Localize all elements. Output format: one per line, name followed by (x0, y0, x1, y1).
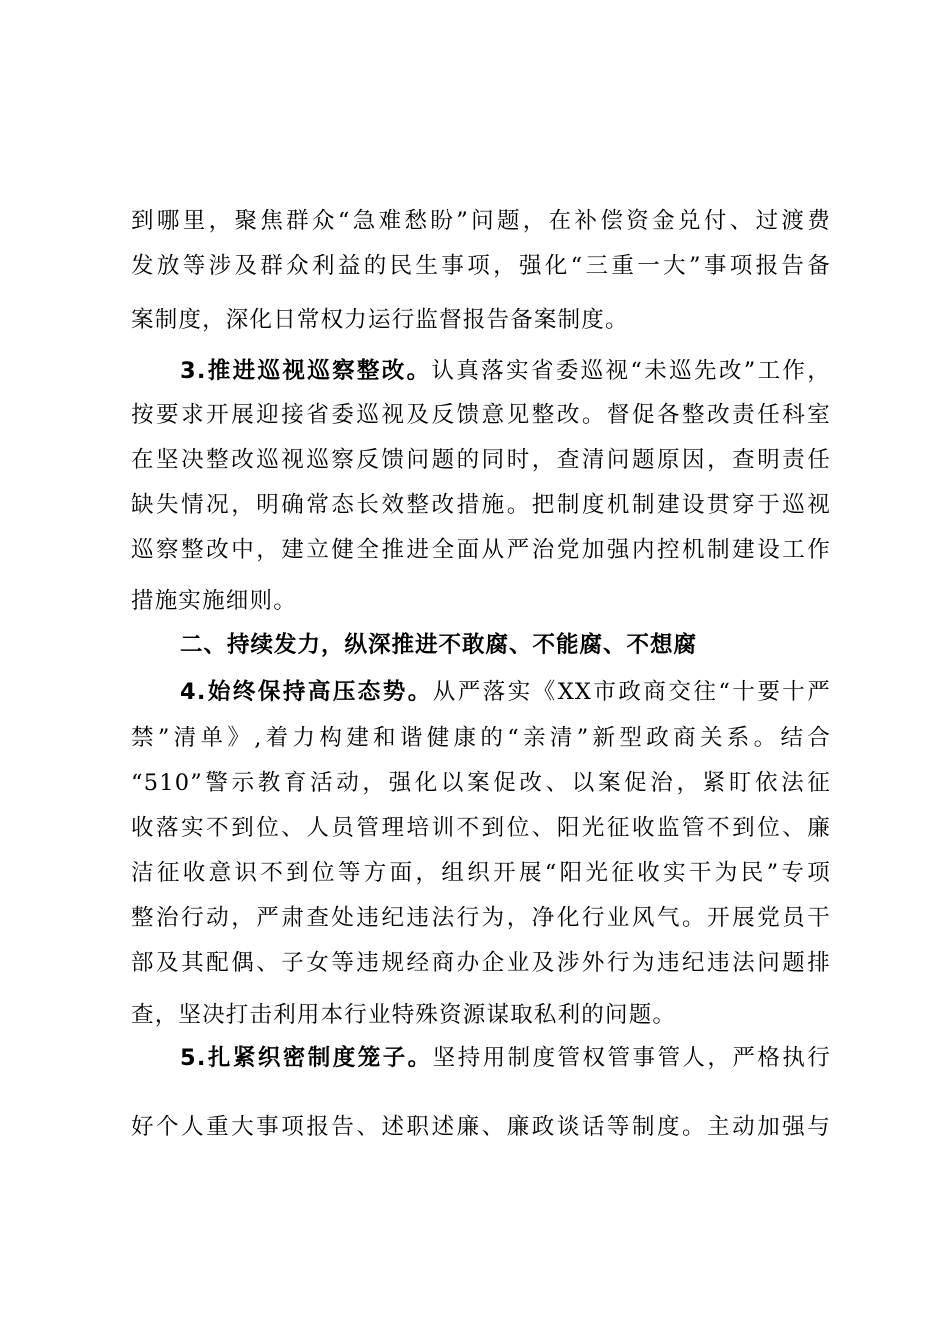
paragraph-first-line (180, 677, 831, 707)
paragraph-line: 发放等涉及群众利益的民生事项，强化“三重一大”事项报告备 (131, 253, 831, 279)
paragraph-line: 措施实施细则。 (131, 588, 297, 614)
paragraph-line: 收落实不到位、人员管理培训不到位、阳光征收监管不到位、廉 (131, 815, 831, 841)
paragraph-line: 案制度，深化日常权力运行监督报告备案制度。 (131, 307, 629, 333)
paragraph-line: 巡察整改中，建立健全推进全面从严治党加强内控机制建设工作 (131, 537, 831, 563)
paragraph-line: 部及其配偶、子女等违规经商办企业及涉外行为违纪违法问题排 (131, 950, 831, 976)
paragraph-line: 在坚决整改巡视巡察反馈问题的同时，查清问题原因，查明责任 (131, 447, 831, 473)
paragraph-title: 5.扎紧织密制度笼子。 (180, 1045, 433, 1071)
paragraph-line: 整治行动，严肃查处违纪违法行为，净化行业风气。开展党员干 (131, 905, 831, 931)
paragraph-first-line (180, 1043, 831, 1073)
paragraph-title: 4.始终保持高压态势。 (180, 679, 433, 705)
paragraph-line: 洁征收意识不到位等方面，组织开展“阳光征收实干为民”专项 (131, 860, 831, 886)
paragraph-text: 认真落实省委巡视“未巡先改”工作， (431, 358, 831, 384)
paragraph-line: 查，坚决打击利用本行业特殊资源谋取私利的问题。 (131, 1002, 677, 1028)
paragraph-title: 3.推进巡视巡察整改。 (180, 358, 432, 384)
paragraph-line: 缺失情况，明确常态长效整改措施。把制度机制建设贯穿于巡视 (131, 492, 831, 518)
paragraph-first-line (180, 356, 831, 386)
paragraph-line: “510”警示教育活动，强化以案促改、以案促治，紧盯依法征 (131, 770, 831, 796)
paragraph-line: 到哪里，聚焦群众“急难愁盼”问题，在补偿资金兑付、过渡费 (131, 208, 831, 234)
paragraph-line: 好个人重大事项报告、述职述廉、廉政谈话等制度。主动加强与 (131, 1114, 831, 1140)
paragraph-text: 从严落实《XX市政商交往“十要十严 (432, 679, 831, 705)
paragraph-line: 禁”清单》,着力构建和谐健康的“亲清”新型政商关系。结合 (131, 725, 831, 751)
paragraph-text: 坚持用制度管权管事管人，严格执行 (432, 1045, 832, 1071)
section-heading: 二、持续发力，纵深推进不敢腐、不能腐、不想腐 (180, 632, 698, 658)
paragraph-line: 按要求开展迎接省委巡视及反馈意见整改。督促各整改责任科室 (131, 402, 831, 428)
